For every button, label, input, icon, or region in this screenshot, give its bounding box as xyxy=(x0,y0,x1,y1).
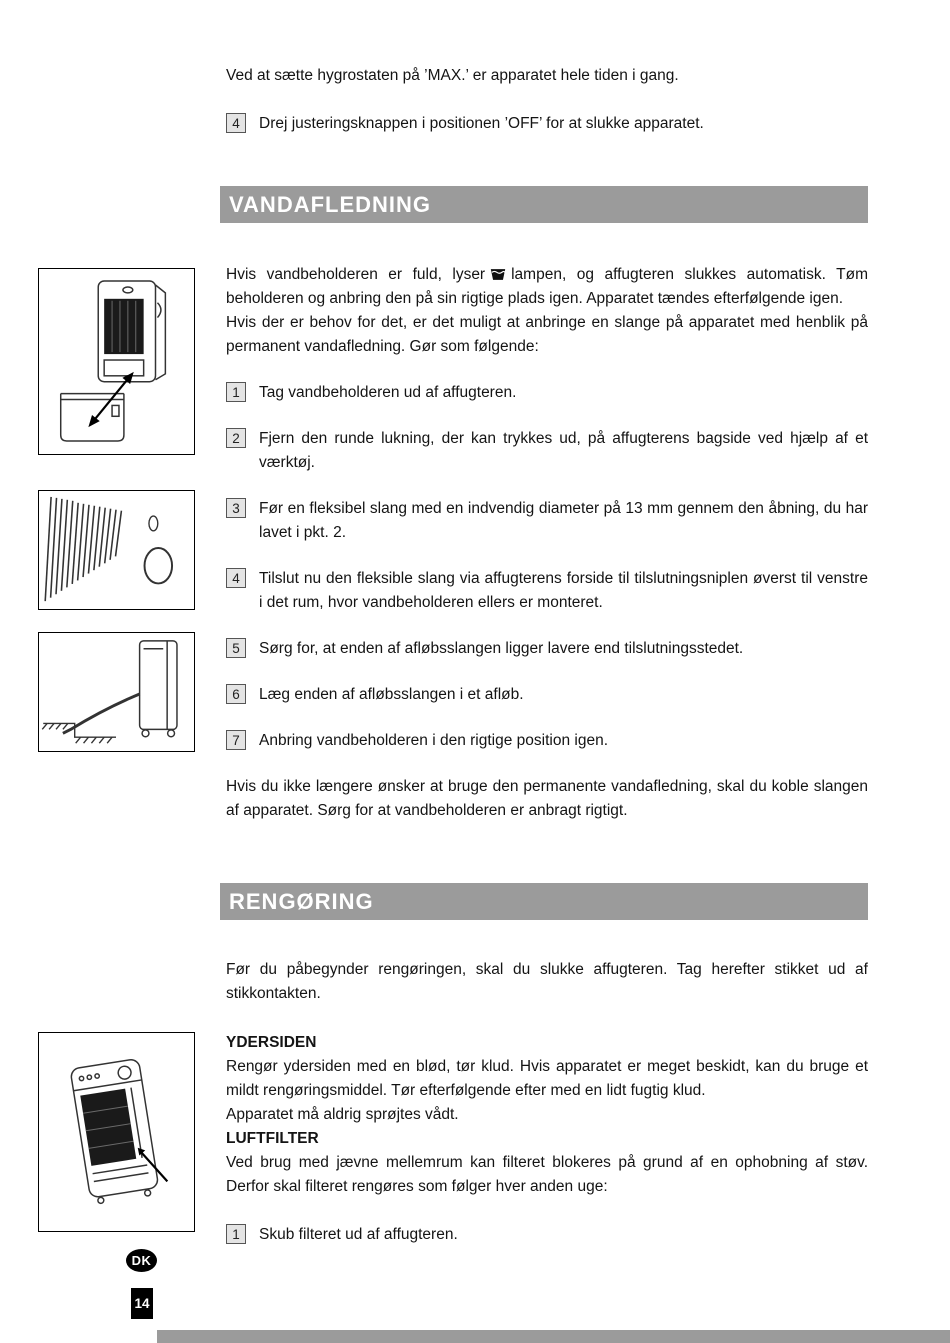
step-number-box: 6 xyxy=(226,684,246,704)
step-text: Fjern den runde lukning, der kan trykkes ud, på affugterens bagside ved hjælp af et værktøj. xyxy=(259,430,868,471)
step-number-box: 1 xyxy=(226,1224,246,1244)
step-row xyxy=(226,497,868,545)
step-number-box: 1 xyxy=(226,382,246,402)
language-badge: DK xyxy=(126,1249,157,1272)
paragraph-text: lampen, og affugteren slukkes automatisk. Tøm beholderen og anbring den på sin rigtige plads igen. Apparatet tændes efterfølgende igen. xyxy=(226,266,868,307)
footer-bar xyxy=(157,1330,950,1343)
illustration-hose-drain xyxy=(38,632,195,752)
subheading-luftfilter: LUFTFILTER xyxy=(226,1130,319,1147)
step-text: Anbring vandbeholderen i den rigtige position igen. xyxy=(259,732,608,749)
knockout-drawing xyxy=(39,491,194,609)
step-row xyxy=(226,427,868,475)
page-number: 14 xyxy=(131,1288,153,1319)
hygrostat-note: Ved at sætte hygrostaten på ’MAX.’ er apparatet hele tiden i gang. xyxy=(226,67,679,84)
step-number-box: 4 xyxy=(226,113,246,133)
spray-warning: Apparatet må aldrig sprøjtes vådt. xyxy=(226,1106,459,1123)
subheading-ydersiden: YDERSIDEN xyxy=(226,1034,317,1051)
step-number-box: 7 xyxy=(226,730,246,750)
step-text: Drej justeringsknappen i positionen ’OFF’ for at slukke apparatet. xyxy=(259,115,704,132)
hose-intro-paragraph: Hvis der er behov for det, er det muligt at anbringe en slange på apparatet med henblik på permanent vandafledning. Gør som følgende: xyxy=(226,314,868,355)
step-text: Sørg for, at enden af afløbsslangen ligger lavere end tilslutningsstedet. xyxy=(259,640,744,657)
step-text: Tag vandbeholderen ud af affugteren. xyxy=(259,384,517,401)
luftfilter-paragraph: Ved brug med jævne mellemrum kan filteret blokeres på grund af en ophobning af støv. Derfor skal filteret rengøres som følger hver anden uge: xyxy=(226,1154,868,1195)
text-column xyxy=(226,64,868,1269)
step-row xyxy=(226,567,868,615)
step-number-box: 3 xyxy=(226,498,246,518)
step-text: Før en fleksibel slang med en indvendig diameter på 13 mm gennem den åbning, du har lavet i pkt. 2. xyxy=(259,500,868,541)
water-full-paragraph xyxy=(226,263,868,311)
cleaning-intro-paragraph: Før du påbegynder rengøringen, skal du slukke affugteren. Tag herefter stikket ud af stikkontakten. xyxy=(226,961,868,1002)
water-tank-full-icon xyxy=(489,268,507,281)
step-number-box: 2 xyxy=(226,428,246,448)
illustration-filter-removal xyxy=(38,1032,195,1232)
step-row xyxy=(226,381,868,405)
hose-drain-drawing xyxy=(39,633,194,751)
tank-removal-drawing xyxy=(39,269,194,454)
step-number-box: 5 xyxy=(226,638,246,658)
step-number-box: 4 xyxy=(226,568,246,588)
paragraph-text: Hvis vandbeholderen er fuld, lyser xyxy=(226,266,486,283)
step-row xyxy=(226,683,868,707)
step-text: Læg enden af afløbsslangen i et afløb. xyxy=(259,686,524,703)
filter-arrow-icon xyxy=(138,1148,168,1182)
section-header-rengoring: RENGØRING xyxy=(220,883,868,920)
filter-removal-drawing xyxy=(39,1033,194,1231)
step-row xyxy=(226,637,868,661)
step-row xyxy=(226,729,868,753)
illustration-back-knockout xyxy=(38,490,195,610)
step-text: Tilslut nu den fleksible slang via affugterens forside til tilslutningsniplen øverst til venstre i det rum, hvor vandbeholderen ellers er monteret. xyxy=(259,570,868,611)
section-header-vandafledning: VANDAFLEDNING xyxy=(220,186,868,223)
illustration-tank-removal xyxy=(38,268,195,455)
step-row xyxy=(226,1223,868,1247)
step-row xyxy=(226,112,868,136)
permanent-drain-note: Hvis du ikke længere ønsker at bruge den permanente vandafledning, skal du koble slangen af apparatet. Sørg for at vandbeholderen er anbragt rigtigt. xyxy=(226,778,868,819)
step-text: Skub filteret ud af affugteren. xyxy=(259,1226,458,1243)
ydersiden-paragraph: Rengør ydersiden med en blød, tør klud. Hvis apparatet er meget beskidt, kan du bruge et mildt rengøringsmiddel. Tør efterfølgende efter med en lidt fugtig klud. xyxy=(226,1058,868,1099)
